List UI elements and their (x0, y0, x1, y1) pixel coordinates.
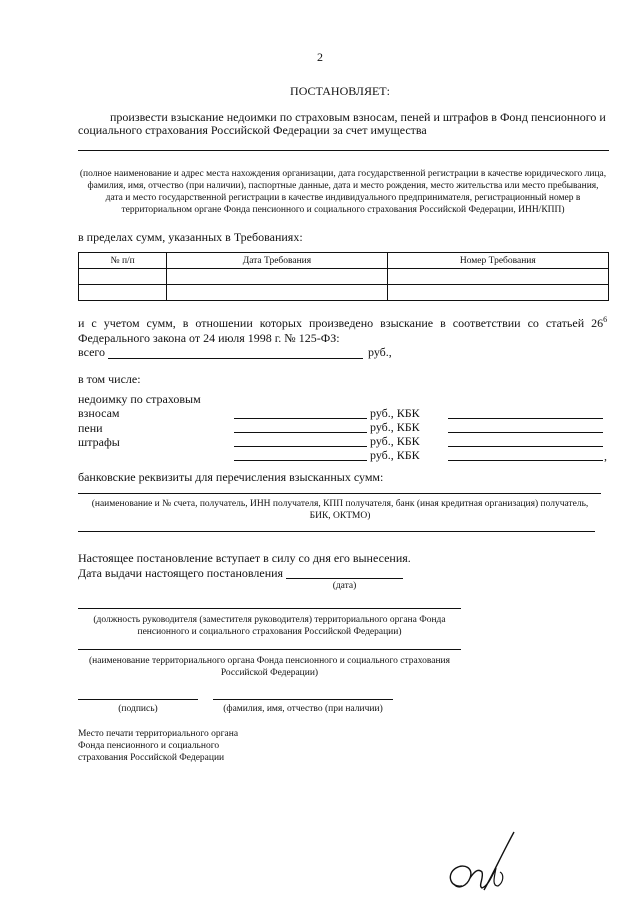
payer-caption-line: дата и место государственной регистрации в качестве индивидуального предпринимателя, регистрационный номер в (105, 193, 581, 203)
arrears-kbk-field[interactable] (448, 418, 603, 419)
including-label: в том числе: (78, 372, 141, 386)
arrears-amount-field[interactable] (234, 418, 367, 419)
stamp-line: Место печати территориального органа (78, 729, 239, 739)
considering-text: и с учетом сумм, в отношении которых произведено взыскание в соответствии со статьей 26 (78, 316, 604, 330)
stamp-place (78, 728, 238, 764)
fines-label: штрафы (78, 435, 120, 449)
signature-field[interactable] (78, 699, 198, 700)
issue-date-label: Дата выдачи настоящего постановления (78, 566, 284, 580)
total-unit: руб., (368, 345, 392, 359)
head-position-field[interactable] (78, 608, 461, 609)
page-number: 2 (317, 50, 323, 64)
full-name-field[interactable] (213, 699, 393, 700)
payer-fill-line[interactable] (78, 150, 609, 151)
table-cell[interactable] (387, 269, 608, 285)
extra-kbk-field[interactable] (448, 460, 603, 461)
bank-details-label: банковские реквизиты для перечисления взысканных сумм: (78, 470, 384, 484)
date-caption: (дата) (332, 581, 357, 591)
bank-details-field-2[interactable] (78, 531, 595, 532)
effective-statement: Настоящее постановление вступает в силу со дня его вынесения. (78, 551, 411, 565)
body-caption-line: (наименование территориального органа Фонда пенсионного и социального страхования (89, 656, 450, 666)
territorial-body-field[interactable] (78, 649, 461, 650)
head-caption-line: (должность руководителя (заместителя руководителя) территориального органа Фонда (93, 615, 446, 625)
body-caption-line: Российской Федерации) (220, 668, 319, 678)
penalties-amount-field[interactable] (234, 432, 367, 433)
table-cell[interactable] (79, 285, 167, 301)
table-row (79, 285, 609, 301)
fines-amount-field[interactable] (234, 446, 367, 447)
kbk-unit: руб., КБК (370, 420, 420, 434)
total-label: всего (78, 345, 106, 359)
table-header-row (79, 253, 609, 269)
total-amount-field[interactable] (108, 358, 363, 359)
article-superscript: 6 (603, 315, 608, 324)
table-cell[interactable] (79, 269, 167, 285)
arrears-label-line-2: взносам (78, 406, 120, 420)
fines-kbk-field[interactable] (448, 446, 603, 447)
payer-caption-line: (полное наименование и адрес места нахождения организации, дата государственной регистрации в качестве юридического лица, (79, 169, 607, 179)
penalties-kbk-field[interactable] (448, 432, 603, 433)
bank-details-field[interactable] (78, 493, 601, 494)
column-header-date: Дата Требования (167, 253, 387, 269)
intro-line-2: социального страхования Российской Федерации за счет имущества (78, 123, 427, 137)
payer-caption-line: фамилия, имя, отчество (при наличии), паспортные данные, дата и место рождения, место жительства или место пребывания, (87, 181, 599, 191)
handwritten-initials (440, 828, 530, 903)
column-header-req-number: Номер Требования (387, 253, 608, 269)
extra-amount-field[interactable] (234, 460, 367, 461)
stamp-line: Фонда пенсионного и социального (78, 741, 220, 751)
signature-caption: (подпись) (118, 704, 158, 714)
issue-date-field[interactable] (286, 578, 403, 579)
stamp-line: страхования Российской Федерации (78, 753, 225, 763)
requirements-table (78, 252, 609, 301)
kbk-unit: руб., КБК (370, 448, 420, 462)
payer-caption-line: территориальном органе Фонда пенсионного и социального страхования Российской Федерации, ИНН/КПП) (121, 205, 565, 215)
territorial-body-caption (78, 655, 461, 679)
trailing-comma: , (604, 449, 607, 463)
kbk-unit: руб., КБК (370, 406, 420, 420)
penalties-label: пени (78, 421, 103, 435)
bank-caption-line: (наименование и № счета, получатель, ИНН получателя, КПП получателя, банк (иная кредитная организация) получатель, (91, 499, 589, 509)
table-cell[interactable] (167, 285, 387, 301)
table-row (79, 269, 609, 285)
within-amounts-label: в пределах сумм, указанных в Требованиях: (78, 230, 303, 244)
table-cell[interactable] (167, 269, 387, 285)
full-name-caption: (фамилия, имя, отчество (при наличии) (223, 704, 383, 714)
page-heading: ПОСТАНОВЛЯЕТ: (290, 84, 390, 98)
intro-line-1: произвести взыскание недоимки по страховым взносам, пеней и штрафов в Фонд пенсионного и (110, 110, 606, 124)
head-position-caption (78, 614, 461, 638)
payer-caption (60, 168, 626, 216)
bank-caption (70, 498, 610, 522)
kbk-unit: руб., КБК (370, 434, 420, 448)
column-header-number: № п/п (79, 253, 167, 269)
bank-caption-line: БИК, ОКТМО) (309, 511, 371, 521)
considering-line-1 (78, 316, 609, 331)
considering-line-2: Федерального закона от 24 июля 1998 г. № 125-ФЗ: (78, 331, 340, 345)
arrears-label-line-1: недоимку по страховым (78, 392, 201, 406)
table-cell[interactable] (387, 285, 608, 301)
head-caption-line: пенсионного и социального страхования Российской Федерации) (137, 627, 402, 637)
